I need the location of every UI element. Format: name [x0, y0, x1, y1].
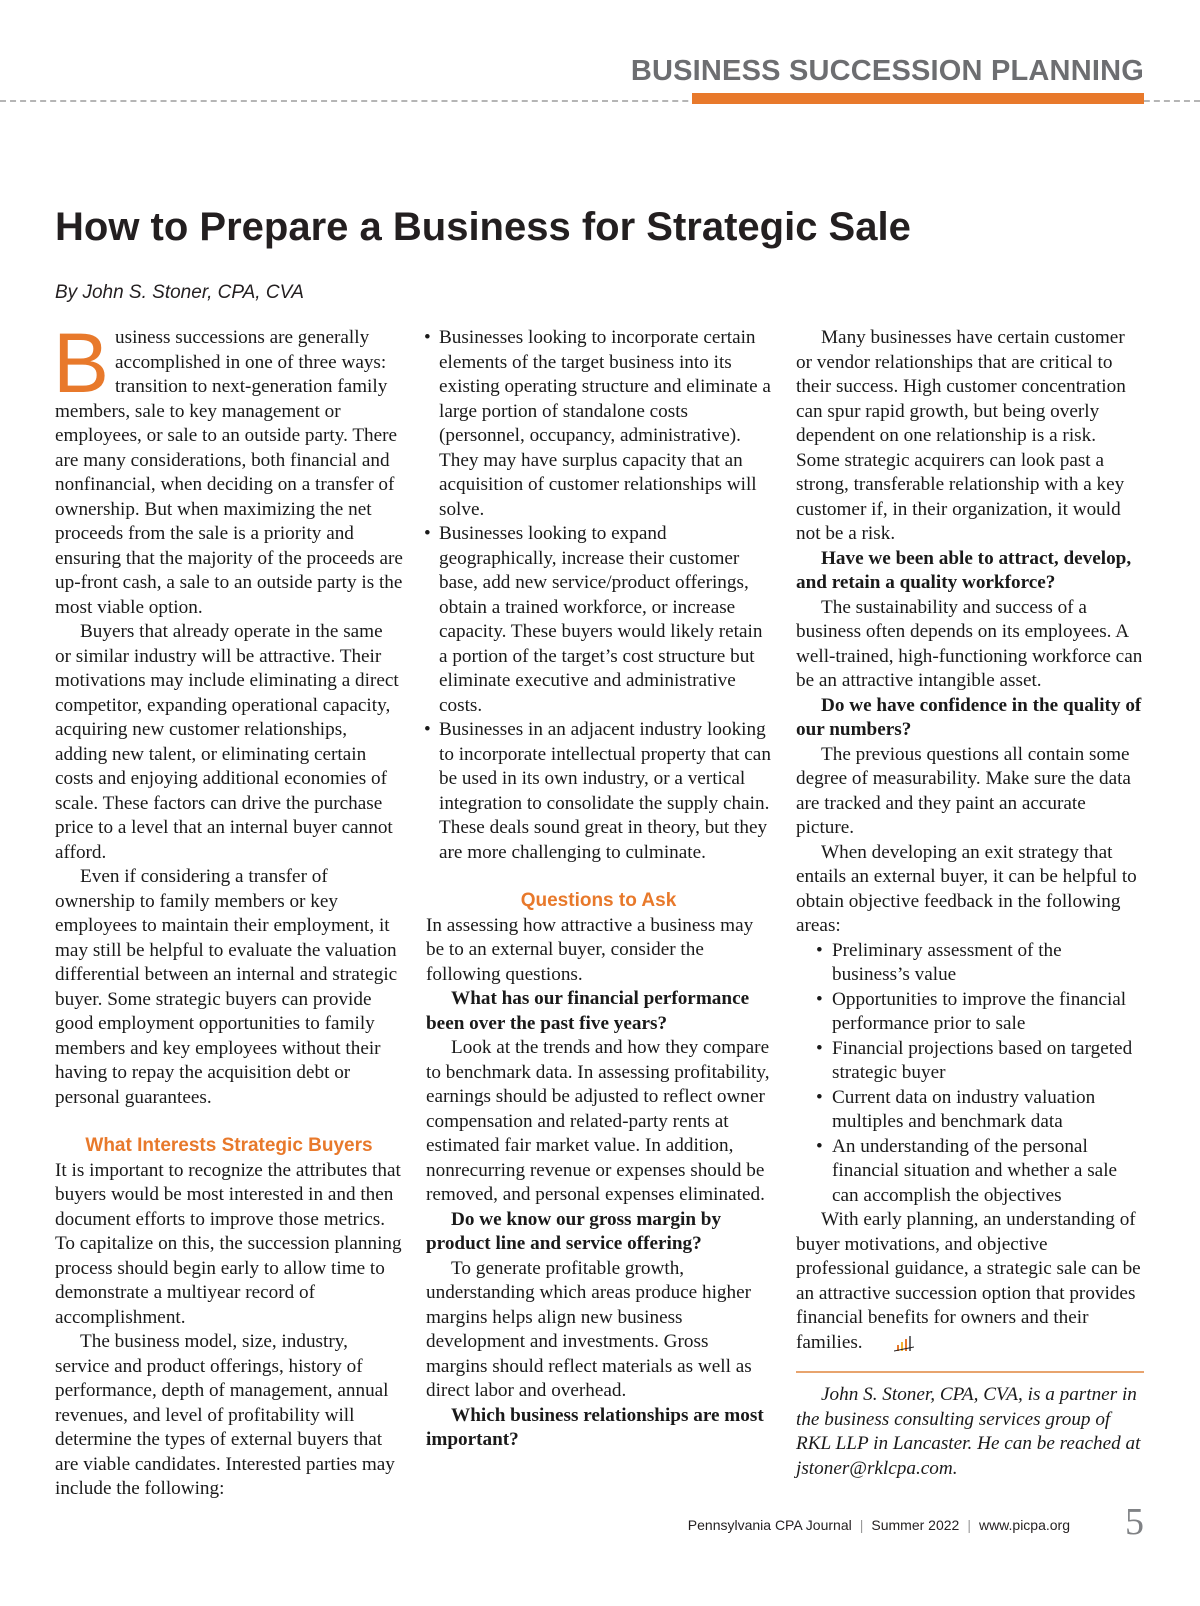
bio-divider — [796, 1371, 1144, 1373]
list-item: • Opportunities to improve the financial performance prior to sale — [796, 988, 1144, 1037]
journal-name: Pennsylvania CPA Journal — [687, 1517, 852, 1533]
paragraph — [53, 316, 403, 620]
paragraph: Look at the trends and how they compare to benchmark data. In assessing profitability, earnings should be adjusted to reflect owner compensation and related-party rents at estimated fair market value. In addition, nonrecurring revenue or expenses should be removed, and personal expenses eliminated. — [426, 1037, 770, 1205]
subheading: What Interests Strategic Buyers — [85, 1135, 373, 1156]
section-label: BUSINESS SUCCESSION PLANNING — [630, 55, 1144, 87]
feedback-areas-list — [796, 939, 1144, 1209]
list-item: • Preliminary assessment of the business’s value — [796, 939, 1144, 988]
column-2 — [426, 326, 771, 1453]
question-heading: Which business relationships are most important? — [426, 1404, 764, 1450]
paragraph: Even if considering a transfer of ownership to family members or key employees to maintain their employment, it may still be helpful to evaluate the valuation differential between an internal and strategic buyer. Some strategic buyers can provide good employment opportunities to family members and key employees without their having to repay the acquisition debt or personal guarantees. — [55, 866, 398, 1108]
column-3 — [796, 326, 1144, 1481]
paragraph: When developing an exit strategy that entails an external buyer, it can be helpful to obtain objective feedback in the following areas: — [796, 841, 1137, 936]
picpa-end-mark-icon — [869, 1335, 889, 1351]
paragraph: The previous questions all contain some degree of measurability. Make sure the data are tracked and they paint an accurate picture. — [796, 743, 1131, 838]
section-accent-bar — [692, 93, 1144, 104]
issue-label: Summer 2022 — [871, 1517, 960, 1533]
paragraph: The sustainability and success of a business often depends on its employees. A well-trained, high-functioning workforce can be an attractive intangible asset. — [796, 596, 1143, 691]
column-1 — [53, 316, 403, 1502]
paragraph: The business model, size, industry, service and product offerings, history of performance, depth of management, annual revenues, and level of profitability will determine the types of external buyers that are viable candidates. Interested parties may include the following: — [55, 1331, 395, 1499]
article-title: How to Prepare a Business for Strategic Sale — [55, 205, 911, 249]
paragraph: To generate profitable growth, understanding which areas produce higher margins helps align new business development and investments. Gross margins should reflect materials as well as direct labor and overhead. — [426, 1257, 752, 1401]
paragraph: Buyers that already operate in the same or similar industry will be attractive. Their motivations may include eliminating a direct competitor, expanding operational capacity, acquiring new customer relationships, adding new talent, or eliminating certain costs and enjoying additional economies of scale. These factors can drive the purchase price to a level that an internal buyer cannot afford. — [55, 621, 399, 863]
list-item: • An understanding of the personal financial situation and whether a sale can accomplish the objectives — [796, 1135, 1144, 1209]
list-item: • Businesses looking to expand geographically, increase their customer base, add new service/product offerings, obtain a trained workforce, or increase capacity. These buyers would likely retain a portion of the target’s cost structure but eliminate executive and administrative costs. — [426, 522, 771, 718]
paragraph: It is important to recognize the attributes that buyers would be most interested in and then document efforts to improve those metrics. To capitalize on this, the succession planning process should begin early to allow time to demonstrate a multiyear record of accomplishment. — [55, 1159, 402, 1328]
footer-separator: | — [859, 1517, 864, 1533]
paragraph: Many businesses have certain customer or vendor relationships that are critical to their success. High customer concentration can spur rapid growth, but being overly dependent on one relationship is a risk. Some strategic acquirers can look past a strong, transferable relationship with a key customer if, in their organization, it would not be a risk. — [796, 327, 1126, 544]
page-number: 5 — [1125, 1501, 1144, 1543]
buyer-type-list — [426, 326, 771, 865]
subheading: Questions to Ask — [520, 890, 677, 911]
byline: By John S. Stoner, CPA, CVA — [55, 282, 304, 303]
paragraph — [796, 1208, 1144, 1355]
list-item: • Current data on industry valuation multiples and benchmark data — [796, 1086, 1144, 1135]
footer-separator: | — [967, 1517, 971, 1533]
paragraph: In assessing how attractive a business may be to an external buyer, consider the following questions. — [426, 914, 754, 985]
question-heading: Have we been able to attract, develop, and retain a quality workforce? — [796, 547, 1132, 593]
question-heading: What has our financial performance been over the past five years? — [426, 988, 750, 1034]
list-item: • Financial projections based on targeted strategic buyer — [796, 1037, 1144, 1086]
paragraph-text: With early planning, an understanding of buyer motivations, and objective professional guidance, a strategic sale can be an attractive succession option that provides financial benefits for owners and their families. — [796, 1209, 1141, 1353]
question-heading: Do we know our gross margin by product line and service offering? — [426, 1208, 722, 1254]
website-link[interactable]: www.picpa.org — [978, 1517, 1070, 1533]
list-item: • Businesses in an adjacent industry looking to incorporate intellectual property that can be used in its own industry, or a vertical integration to consolidate the supply chain. These deals sound great in theory, but they are more challenging to culminate. — [426, 718, 771, 865]
author-bio: John S. Stoner, CPA, CVA, is a partner in the business consulting services group of RKL LLP in Lancaster. He can be reached at jstoner@rklcpa.com. — [796, 1384, 1141, 1479]
footer — [688, 1517, 1070, 1533]
drop-cap: B — [53, 316, 110, 410]
paragraph-text: usiness successions are generally accomplished in one of three ways: transition to next-generation family members, sale to key management or employees, or sale to an outside party. There are many considerations, both financial and nonfinancial, when deciding on a transfer of ownership. But when maximizing the net proceeds from the sale is a priority and ensuring that the majority of the proceeds are up-front cash, a sale to an outside party is the most viable option. — [55, 327, 403, 618]
list-item: • Businesses looking to incorporate certain elements of the target business into its existing operating structure and eliminate a large portion of standalone costs (personnel, occupancy, administrative). They may have surplus capacity that an acquisition of customer relationships will solve. — [426, 326, 771, 522]
question-heading: Do we have confidence in the quality of our numbers? — [796, 694, 1142, 740]
